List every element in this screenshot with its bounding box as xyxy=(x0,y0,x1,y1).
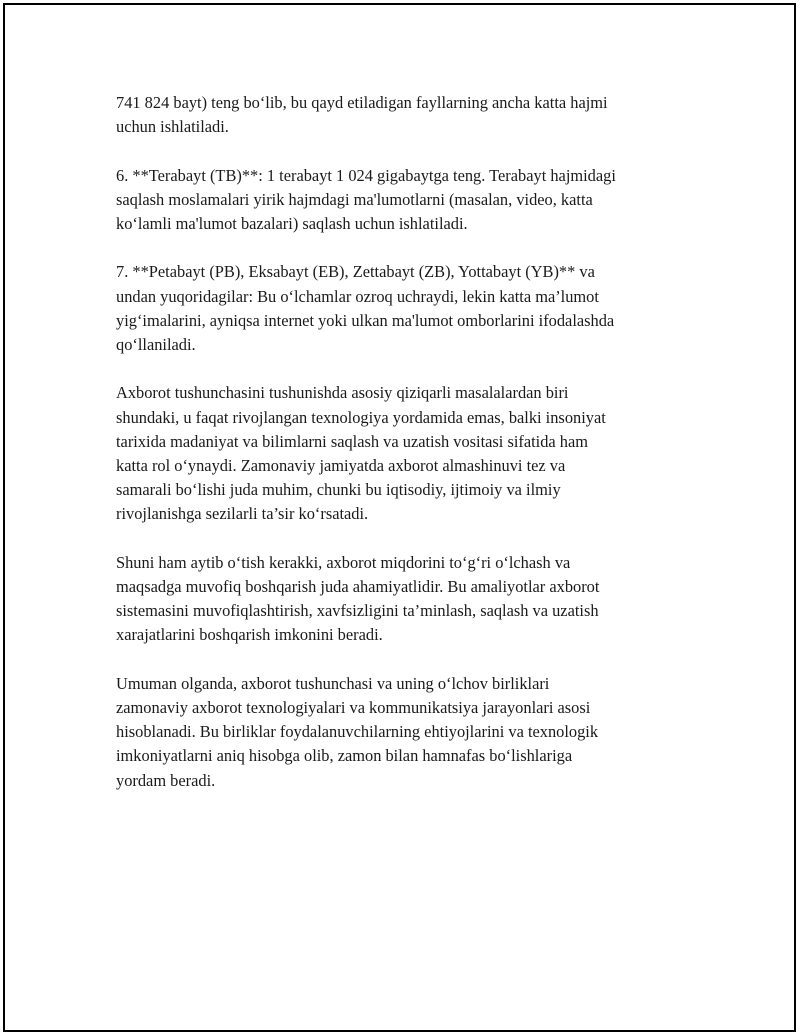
document-body xyxy=(116,91,696,817)
paragraph-petabyte-and-above: 7. **Petabayt (PB), Eksabayt (EB), Zettabayt (ZB), Yottabayt (YB)** va undan yuqoridagilar: Bu o‘lchamlar ozroq uchraydi, lekin katta ma’lumot yig‘imalarini, ayniqsa internet yoki ulkan ma'lumot omborlarini ifodalashda qo‘llaniladi. xyxy=(116,262,615,354)
paragraph-conclusion: Umuman olganda, axborot tushunchasi va uning o‘lchov birliklari zamonaviy axborot texnologiyalari va kommunikatsiya jarayonlari asosi hisoblanadi. Bu birliklar foydalanuvchilarning ehtiyojlarini va texnologik imkoniyatlarni aniq hisobga olib, zamon bilan hamnafas bo‘lishlariga yordam beradi. xyxy=(116,673,599,790)
paragraph-information-concept: Axborot tushunchasini tushunishda asosiy qiziqarli masalalardan biri shundaki, u faqat rivojlangan texnologiya yordamida emas, balki insoniyat tarixida madaniyat va bilimlarni saqlash va uzatish vositasi sifatida ham katta rol o‘ynaydi. Zamonaviy jamiyatda axborot almashinuvi tez va samarali bo‘lishi juda muhim, chunki bu iqtisodiy, ijtimoiy va ilmiy rivojlanishga sezilarli ta’sir ko‘rsatadi. xyxy=(116,383,606,524)
paragraph-terabyte: 6. **Terabayt (TB)**: 1 terabayt 1 024 gigabaytga teng. Terabayt hajmidagi saqlash moslamalari yirik hajmdagi ma'lumotlarni (masalan, video, katta ko‘lamli ma'lumot bazalari) saqlash uchun ishlatiladi. xyxy=(116,165,616,233)
paragraph-continuation-gigabyte: 741 824 bayt) teng bo‘lib, bu qayd etiladigan fayllarning ancha katta hajmi uchun ishlatiladi. xyxy=(116,93,608,137)
paragraph-measurement-management: Shuni ham aytib o‘tish kerakki, axborot miqdorini to‘g‘ri o‘lchash va maqsadga muvofiq boshqarish juda ahamiyatlidir. Bu amaliyotlar axborot sistemasini muvofiqlashtirish, xavfsizligini ta’minlash, saqlash va uzatish xarajatlarini boshqarish imkonini beradi. xyxy=(116,552,600,645)
